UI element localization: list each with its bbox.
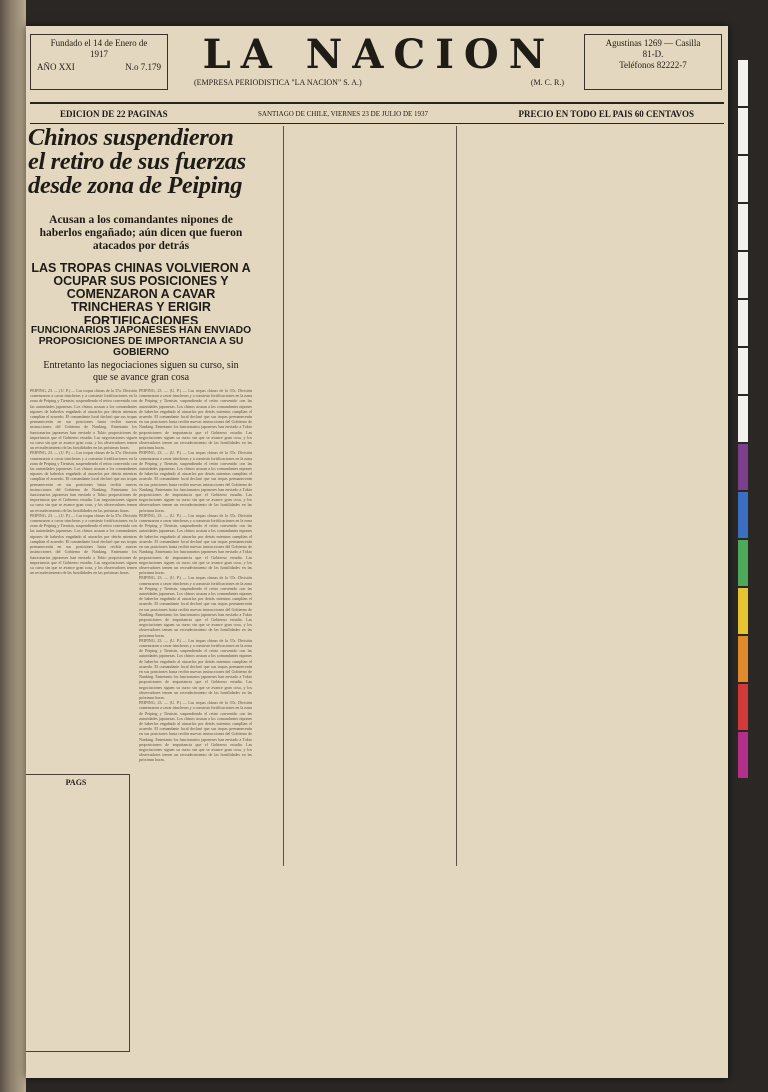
founding-line: Fundado el 14 de Enero de: [50, 38, 148, 48]
china-headline: Chinos suspendieron el retiro de sus fuerzas desde zona de Peiping: [28, 126, 246, 199]
china-body-col1: [30, 388, 137, 780]
founding-year: 1917: [90, 49, 108, 59]
masthead-rule: [30, 102, 724, 104]
china-body: PEIPING, 23. — (U. P.) — Las tropas chinas de la 37a. División comenzaron a cavar trincheras y a construir fortificaciones en la zona de Peiping y Tientsin, suspendiendo el retiro convenido con las autoridades japonesas. Los chinos acusan a los comandantes nipones de haberlos engañado al atacarlos por detrás mientras cumplían el acuerdo. El comandante local declaró que sus tropas permanecerán en sus posiciones hasta recibir nuevas instrucciones del Gobierno de Nanking. Entretanto los funcionarios japoneses han enviado a Tokio proposiciones de importancia que el Gobierno estudia. Las negociaciones siguen su curso sin que se avance gran cosa, y los observadores temen un recrudecimiento de las hostilidades en las próximas horas.: [30, 388, 137, 451]
index-label: PAGS: [65, 778, 87, 787]
binding-edge: [0, 0, 26, 1092]
price: PRECIO EN TODO EL PAIS 60 CENTAVOS: [518, 109, 694, 119]
masthead: [174, 32, 584, 87]
china-sub4: Entretanto las negociaciones siguen su curso, sin que se avance gran cosa: [43, 360, 239, 383]
founding-ear: [30, 34, 168, 90]
china-sub2: LAS TROPAS CHINAS VOLVIERON A OCUPAR SUS POSICIONES Y COMENZARON A CAVAR TRINCHERAS Y ERIGIR FORTIFICACIONES: [31, 262, 251, 324]
address-ear: [584, 34, 722, 90]
address-line: Agustinas 1269 — Casilla: [605, 38, 701, 48]
china-sub3: FUNCIONARIOS JAPONESES HAN ENVIADO PROPOSICIONES DE IMPORTANCIA A SU GOBIERNO: [30, 326, 252, 358]
china-body-col2-text3: PEIPING, 23. — (U. P.) — Las tropas chinas de la 37a. División comenzaron a cavar trincheras y a construir fortificaciones en la zona de Peiping y Tientsin, suspendiendo el retiro convenido con las autoridades japonesas. Los chinos acusan a los comandantes nipones de haberlos engañado al atacarlos por detrás mientras cumplían el acuerdo. El comandante local declaró que sus tropas permanecerán en sus posiciones hasta recibir nuevas instrucciones del Gobierno de Nanking. Entretanto los funcionarios japoneses han enviado a Tokio proposiciones de importancia que el Gobierno estudia. Las negociaciones siguen su curso sin que se avance gran cosa, y los observadores temen un recrudecimiento de las hostilidades en las próximas horas.: [139, 512, 252, 576]
place-date: SANTIAGO DE CHILE, VIERNES 23 DE JULIO DE 1937: [258, 110, 429, 118]
china-body-col2: [139, 388, 252, 1048]
china-sub4-block: [38, 360, 244, 386]
volume: AÑO XXI: [37, 62, 75, 72]
dateline-rule: [30, 123, 724, 124]
china-sub2-block: [30, 262, 252, 324]
china-sub1-block: [30, 214, 252, 260]
china-body-col2-text2: PEIPING, 23. — (U. P.) — Las tropas chinas de la 37a. División comenzaron a cavar trincheras y a construir fortificaciones en la zona de Peiping y Tientsin, suspendiendo el retiro convenido con las autoridades japonesas. Los chinos acusan a los comandantes nipones de haberlos engañado al atacarlos por detrás mientras cumplían el acuerdo. El comandante local declaró que sus tropas permanecerán en sus posiciones hasta recibir nuevas instrucciones del Gobierno de Nanking. Entretanto los funcionarios japoneses han enviado a Tokio proposiciones de importancia que el Gobierno estudia. Las negociaciones siguen su curso sin que se avance gran cosa, y los observadores temen un recrudecimiento de las hostilidades en las próximas horas.: [139, 450, 252, 513]
china-body-col2-text4: PEIPING, 23. — (U. P.) — Las tropas chinas de la 37a. División comenzaron a cavar trincheras y a construir fortificaciones en la zona de Peiping y Tientsin, suspendiendo el retiro convenido con las autoridades japonesas. Los chinos acusan a los comandantes nipones de haberlos engañado al atacarlos por detrás mientras cumplían el acuerdo. El comandante local declaró que sus tropas permanecerán en sus posiciones hasta recibir nuevas instrucciones del Gobierno de Nanking. Entretanto los funcionarios japoneses han enviado a Tokio proposiciones de importancia que el Gobierno estudia. Las negociaciones siguen su curso sin que se avance gran cosa, y los observadores temen un recrudecimiento de las hostilidades en las próximas horas.: [139, 575, 252, 638]
registered-mark: (M. C. R.): [530, 78, 564, 87]
china-body-col2-text: PEIPING, 23. — (U. P.) — Las tropas chinas de la 37a. División comenzaron a cavar trincheras y a construir fortificaciones en la zona de Peiping y Tientsin, suspendiendo el retiro convenido con las autoridades japonesas. Los chinos acusan a los comandantes nipones de haberlos engañado al atacarlos por detrás mientras cumplían el acuerdo. El comandante local declaró que sus tropas permanecerán en sus posiciones hasta recibir nuevas instrucciones del Gobierno de Nanking. Entretanto los funcionarios japoneses han enviado a Tokio proposiciones de importancia que el Gobierno estudia. Las negociaciones siguen su curso sin que se avance gran cosa, y los observadores temen un recrudecimiento de las hostilidades en las próximas horas.: [139, 388, 252, 451]
china-headline-block: [28, 126, 252, 212]
column-rule: [283, 126, 284, 866]
china-body-cont2: PEIPING, 23. — (U. P.) — Las tropas chinas de la 37a. División comenzaron a cavar trincheras y a construir fortificaciones en la zona de Peiping y Tientsin, suspendiendo el retiro convenido con las autoridades japonesas. Los chinos acusan a los comandantes nipones de haberlos engañado al atacarlos por detrás mientras cumplían el acuerdo. El comandante local declaró que sus tropas permanecerán en sus posiciones hasta recibir nuevas instrucciones del Gobierno de Nanking. Entretanto los funcionarios japoneses han enviado a Tokio proposiciones de importancia que el Gobierno estudia. Las negociaciones siguen su curso sin que se avance gran cosa, y los observadores temen un recrudecimiento de las hostilidades en las próximas horas.: [30, 512, 137, 576]
issue-number: N.o 7.179: [125, 62, 161, 72]
color-calibration-strip: [738, 60, 748, 800]
china-sub1: Acusan a los comandantes nipones de haberlos engañado; aún dicen que fueron atacados por detrás: [39, 214, 243, 252]
newspaper-page: [26, 26, 728, 1078]
dateline: [30, 106, 724, 122]
china-body-cont: PEIPING, 23. — (U. P.) — Las tropas chinas de la 37a. División comenzaron a cavar trincheras y a construir fortificaciones en la zona de Peiping y Tientsin, suspendiendo el retiro convenido con las autoridades japonesas. Los chinos acusan a los comandantes nipones de haberlos engañado al atacarlos por detrás mientras cumplían el acuerdo. El comandante local declaró que sus tropas permanecerán en sus posiciones hasta recibir nuevas instrucciones del Gobierno de Nanking. Entretanto los funcionarios japoneses han enviado a Tokio proposiciones de importancia que el Gobierno estudia. Las negociaciones siguen su curso sin que se avance gran cosa, y los observadores temen un recrudecimiento de las hostilidades en las próximas horas.: [30, 450, 137, 513]
china-body-col2-text5: PEIPING, 23. — (U. P.) — Las tropas chinas de la 37a. División comenzaron a cavar trincheras y a construir fortificaciones en la zona de Peiping y Tientsin, suspendiendo el retiro convenido con las autoridades japonesas. Los chinos acusan a los comandantes nipones de haberlos engañado al atacarlos por detrás mientras cumplían el acuerdo. El comandante local declaró que sus tropas permanecerán en sus posiciones hasta recibir nuevas instrucciones del Gobierno de Nanking. Entretanto los funcionarios japoneses han enviado a Tokio proposiciones de importancia que el Gobierno estudia. Las negociaciones siguen su curso sin que se avance gran cosa, y los observadores temen un recrudecimiento de las hostilidades en las próximas horas.: [139, 637, 252, 700]
phone: Teléfonos 82222-7: [619, 60, 687, 70]
address-box: 81-D.: [642, 49, 664, 59]
china-body-col2-text6: PEIPING, 23. — (U. P.) — Las tropas chinas de la 37a. División comenzaron a cavar trincheras y a construir fortificaciones en la zona de Peiping y Tientsin, suspendiendo el retiro convenido con las autoridades japonesas. Los chinos acusan a los comandantes nipones de haberlos engañado al atacarlos por detrás mientras cumplían el acuerdo. El comandante local declaró que sus tropas permanecerán en sus posiciones hasta recibir nuevas instrucciones del Gobierno de Nanking. Entretanto los funcionarios japoneses han enviado a Tokio proposiciones de importancia que el Gobierno estudia. Las negociaciones siguen su curso sin que se avance gran cosa, y los observadores temen un recrudecimiento de las hostilidades en las próximas horas.: [139, 700, 252, 763]
newspaper-title: LA NACION: [202, 31, 556, 78]
column-rule: [456, 126, 457, 866]
index-box: [26, 774, 130, 1052]
china-sub3-block: [30, 326, 252, 360]
publisher: (EMPRESA PERIODISTICA "LA NACION" S. A.): [194, 78, 362, 87]
edition: EDICION DE 22 PAGINAS: [60, 109, 168, 119]
